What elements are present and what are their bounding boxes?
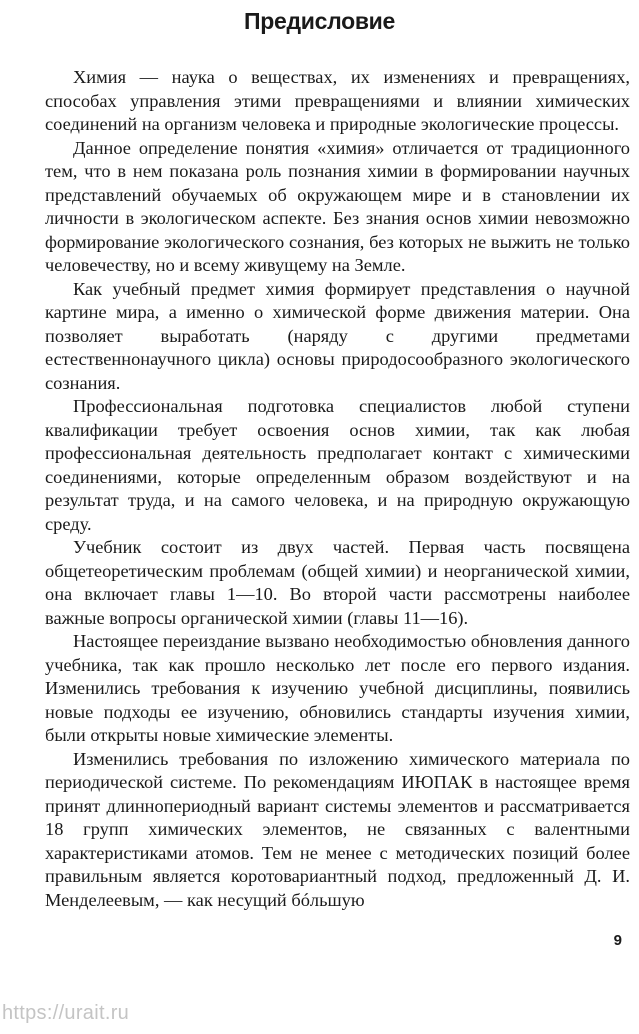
paragraph: Учебник состоит из двух частей. Первая часть посвящена общетеоретическим проблемам (общей химии) и неорганической химии, она включает главы 1—10. Во второй части рассмотрены наиболее важные вопросы органической химии (главы 11—16).: [45, 537, 630, 628]
page-title: Предисловие: [243, 8, 396, 34]
paragraph: Данное определение понятия «химия» отличается от традиционного тем, что в нем показана роль познания химии в формировании научных представлений обучаемых об окружающем мире и в становлении их личности в экологическом аспекте. Без знания основ химии невозможно формирование экологического сознания, без которых не выжить не только человечеству, но и всему живущему на Земле.: [45, 137, 630, 275]
paragraph: Химия — наука о веществах, их изменениях и превращениях, способах управления этими превращениями и влиянии химических соединений на организм человека и природные экологические процессы.: [45, 67, 630, 134]
watermark: https://urait.ru: [2, 1002, 130, 1024]
page-number: 9: [613, 932, 622, 949]
paragraph: Профессиональная подготовка специалистов любой ступени квалификации требует освоения основ химии, так как любая профессиональная деятельность предполагает контакт с химическими соединениями, которые определенным образом воздействуют и на результат труда, и на самого человека, и на природную окружающую среду.: [45, 396, 630, 534]
body-text: [45, 66, 630, 912]
paragraph: Изменились требования по изложению химического материала по периодической системе. По рекомендациям ИЮПАК в настоящее время принят длиннопериодный вариант системы элементов и рассматривается 18 групп химических элементов, не связанных с валентными характеристиками атомов. Тем не менее с методических позиций более правильным является коротовариантный подход, предложенный Д. И. Менделеевым, — как несущий бóльшую: [45, 748, 630, 910]
paragraph: Настоящее переиздание вызвано необходимостью обновления данного учебника, так как прошло несколько лет после его первого издания. Изменились требования к изучению учебной дисциплины, появились новые подходы ее изучению, обновились стандарты изучения химии, были открыты новые химические элементы.: [45, 631, 630, 745]
paragraph: Как учебный предмет химия формирует представления о научной картине мира, а именно о химической форме движения материи. Она позволяет выработать (наряду с другими предметами естественнонаучного цикла) основы природосообразного экологического сознания.: [45, 278, 630, 393]
